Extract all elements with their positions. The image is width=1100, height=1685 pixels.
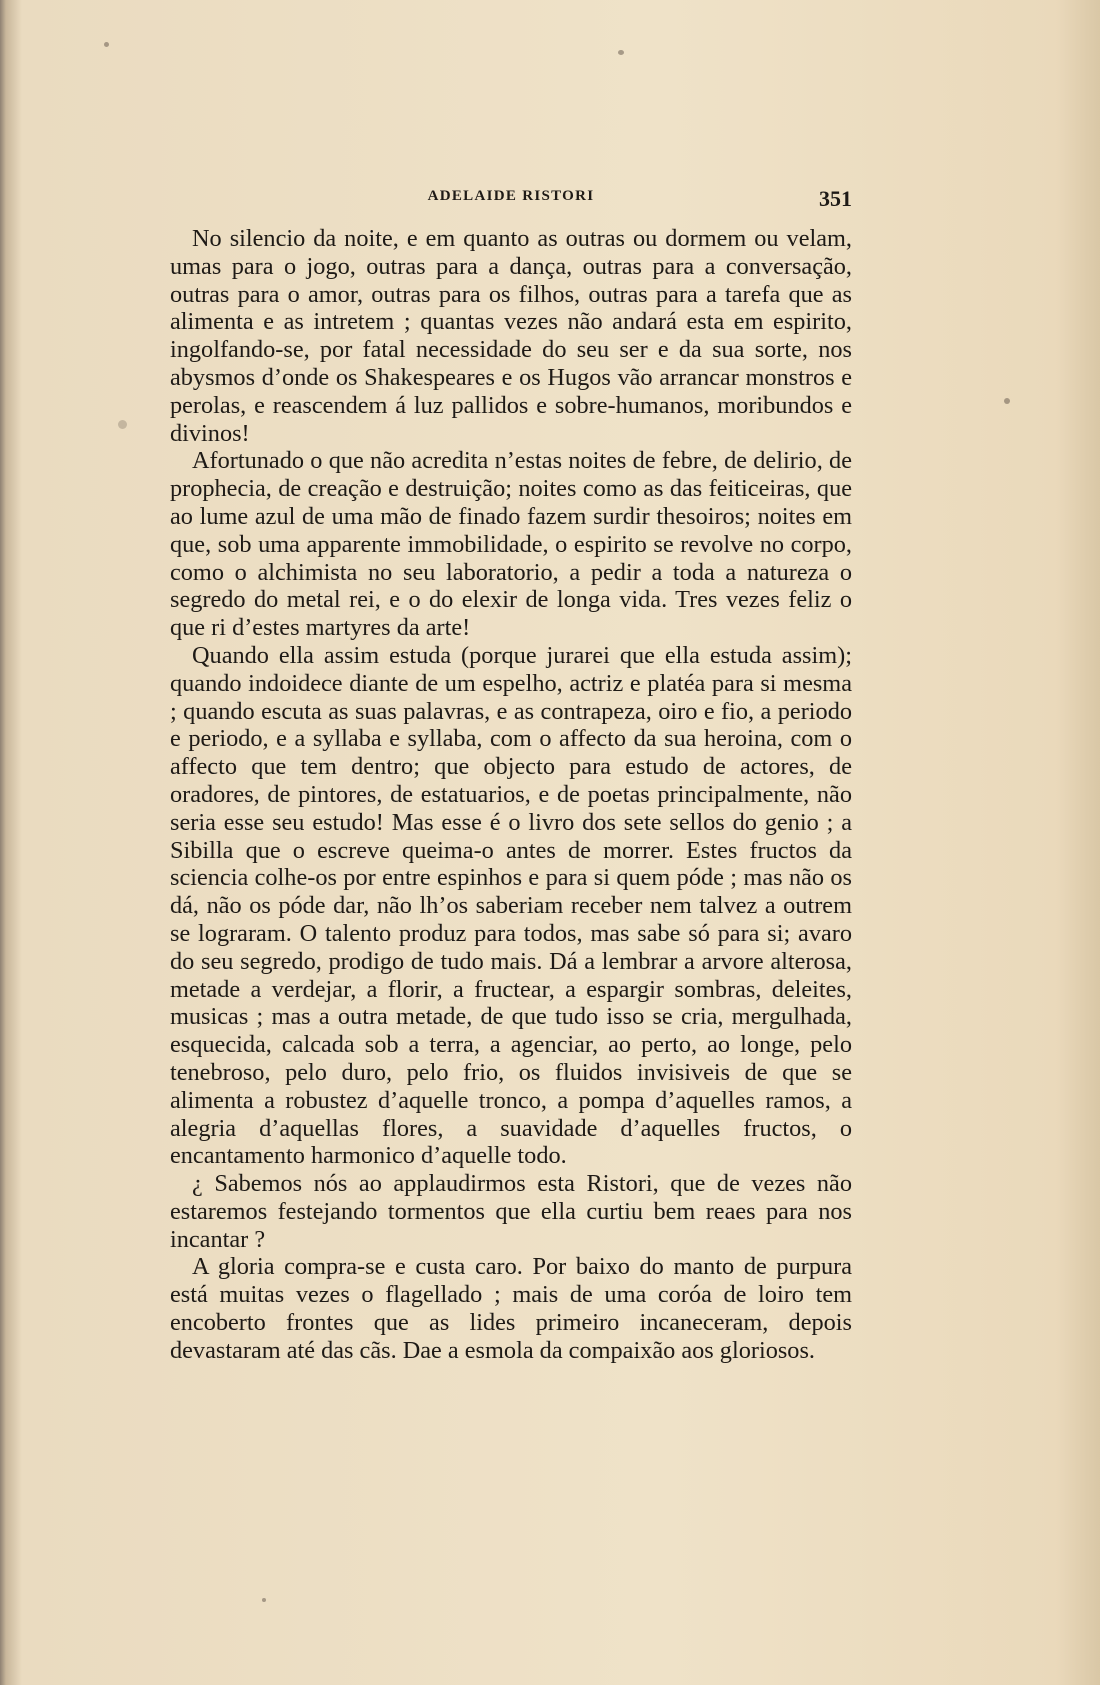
paper-speck: [1004, 398, 1010, 404]
page-number: 351: [819, 186, 852, 211]
paper-speck: [104, 42, 109, 47]
paragraph: Quando ella assim estuda (porque jurarei que ella estuda assim); quando indoidece diante de um espelho, actriz e platéa para si mesma ; quando escuta as suas palavras, e as contrapeza, oiro e fio, a periodo e periodo, e a syllaba e syllaba, com o affecto da sua heroina, com o affecto que tem dentro; que objecto para estudo de actores, de oradores, de pintores, de estatuarios, e de poetas principalmente, não seria esse seu estudo! Mas esse é o livro dos sete sellos do genio ; a Sibilla que o escreve queima-o antes de morrer. Estes fructos da sciencia colhe-os por entre espinhos e para si quem póde ; mas não os dá, não os póde dar, não lh’os saberiam receber nem talvez a outrem se lograram. O talento produz para todos, mas sabe só para si; avaro do seu segredo, prodigo de tudo mais. Dá a lembrar a arvore alterosa, metade a verdejar, a florir, a fructear, a espargir sombras, deleites, musicas ; mas a outra metade, de que tudo isso se cria, mergulhada, esquecida, calcada sob a terra, a agenciar, ao perto, ao longe, pelo tenebroso, pelo duro, pelo frio, os fluidos invisiveis de que se alimenta a robustez d’aquelle tronco, a pompa d’aquelles ramos, a alegria d’aquellas flores, a suavidade d’aquelles fructos, o encantamento harmonico d’aquelle todo.: [170, 641, 852, 1170]
body-text: [170, 225, 852, 1365]
paper-speck: [262, 1598, 266, 1602]
paper-speck: [618, 50, 624, 55]
paragraph: ¿ Sabemos nós ao applaudirmos esta Ristori, que de vezes não estaremos festejando tormentos que ella curtiu bem reaes para nos incantar ?: [170, 1170, 852, 1253]
running-head-title: ADELAIDE RISTORI: [427, 188, 595, 204]
paper-speck: [118, 420, 127, 429]
paragraph: Afortunado o que não acredita n’estas noites de febre, de delirio, de prophecia, de creação e destruição; noites como as das feiticeiras, que ao lume azul de uma mão de finado fazem surdir thesoiros; noites em que, sob uma apparente immobilidade, o espirito se revolve no corpo, como o alchimista no seu laboratorio, a pedir a toda a natureza o segredo do metal rei, e o do elexir de longa vida. Tres vezes feliz o que ri d’estes martyres da arte!: [170, 447, 852, 642]
paragraph: No silencio da noite, e em quanto as outras ou dormem ou velam, umas para o jogo, outras para a dança, outras para a conversação, outras para o amor, outras para os filhos, outras para a tarefa que as alimenta e as intretem ; quantas vezes não andará esta em espirito, ingolfando-se, por fatal necessidade do seu ser e da sua sorte, nos abysmos d’onde os Shakespeares e os Hugos vão arrancar monstros e perolas, e reascendem á luz pallidos e sobre-humanos, moribundos e divinos!: [170, 225, 852, 447]
running-head: [170, 186, 852, 216]
paragraph: A gloria compra-se e custa caro. Por baixo do manto de purpura está muitas vezes o flagellado ; mais de uma coróa de loiro tem encoberto frontes que as lides primeiro incaneceram, depois devastaram até das cãs. Dae a esmola da compaixão aos gloriosos.: [170, 1253, 852, 1364]
